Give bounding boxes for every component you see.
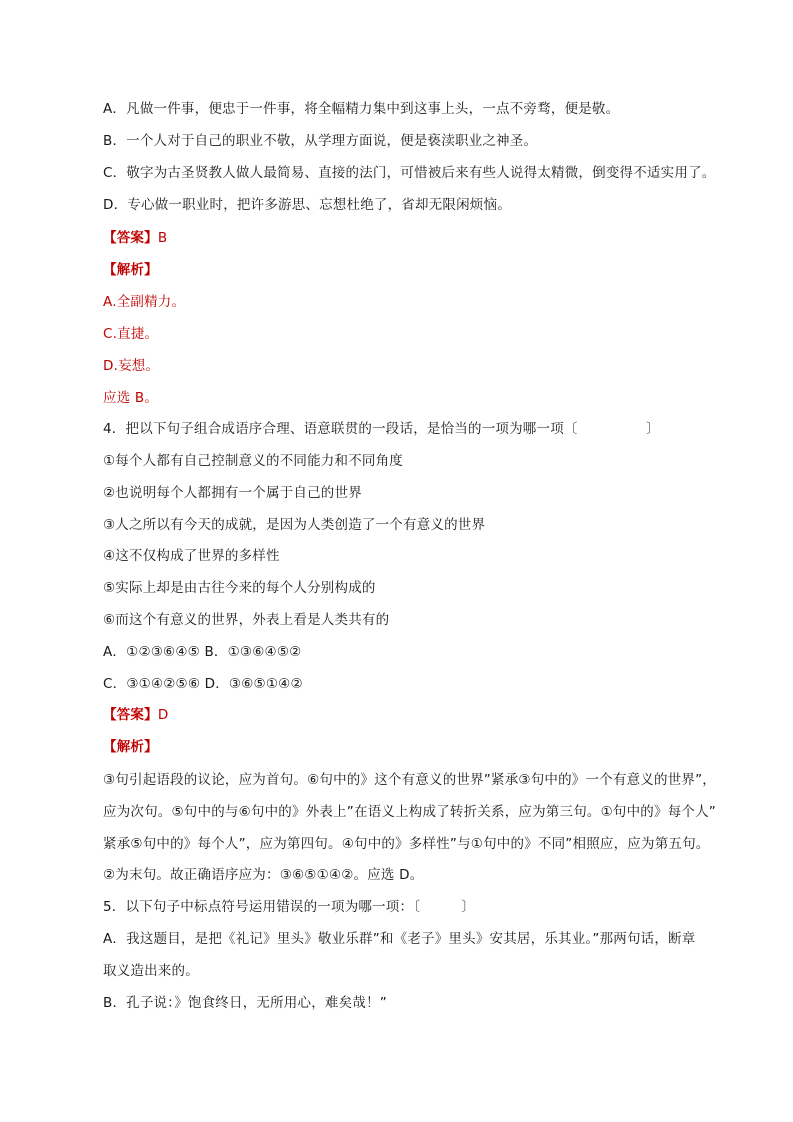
q4-options-ab: A．①②③⑥④⑤ B．①③⑥④⑤② [103,644,302,660]
q5-option-b: B．孔子说：》饱食终日，无所用心，难矣哉！” [103,995,387,1011]
q4-stem: 4．把以下句子组合成语序合理、语意联贯的一段话，是恰当的一项为哪一项〔 〕 [103,421,660,437]
q3-analysis-label: 【解析】 [103,262,158,278]
q4-sentence: ①每个人都有自己控制意义的不同能力和不同角度 [103,453,404,469]
q4-analysis-text: 紧承⑤句中的》每个人”，应为第四句。④句中的》多样性”与①句中的》不同”相照应，应为第五句。 [103,836,710,852]
q4-analysis-text: ②为末句。故正确语序应为：③⑥⑤①④②。应选 D。 [103,867,424,883]
q3-option-c: C．敬字为古圣贤教人做人最简易、直接的法门，可惜被后来有些人说得太精微，倒变得不适实用了。 [103,165,716,181]
answer-value: B [157,230,168,246]
q5-option-a-cont: 取义造出来的。 [103,963,199,979]
answer-value: D [157,707,169,723]
q5-option-a: A．我这题目，是把《礼记》里头》敬业乐群”和《老子》里头》安其居，乐其业。”那两句话，断章 [103,931,696,947]
q3-option-b: B．一个人对于自己的职业不敬，从学理方面说，便是亵渎职业之神圣。 [103,133,538,149]
q3-option-d: D．专心做一职业时，把许多游思、忘想杜绝了，省却无限闲烦恼。 [103,197,511,213]
q4-sentence: ⑥而这个有意义的世界，外表上看是人类共有的 [103,612,390,628]
q3-analysis-line: A.全副精力。 [103,294,186,310]
answer-label: 【答案】 [103,230,158,246]
q4-sentence: ⑤实际上却是由古往今来的每个人分别构成的 [103,580,376,596]
q4-analysis-text: ③句引起语段的议论，应为首句。⑥句中的》这个有意义的世界”紧承③句中的》一个有意义的世界”， [103,772,716,788]
q4-options-cd: C．③①④②⑤⑥ D．③⑥⑤①④② [103,676,303,692]
q4-analysis-label: 【解析】 [103,739,158,755]
answer-label: 【答案】 [103,707,158,723]
q3-analysis-line: D.妄想。 [103,358,160,374]
q4-sentence: ②也说明每个人都拥有一个属于自己的世界 [103,485,362,501]
q3-option-a: A．凡做一件事，便忠于一件事，将全幅精力集中到这事上头，一点不旁骛，便是敬。 [103,101,620,117]
q4-sentence: ③人之所以有今天的成就，是因为人类创造了一个有意义的世界 [103,517,486,533]
q3-analysis-line: C.直捷。 [103,326,159,342]
q3-analysis-line: 应选 B。 [103,390,159,406]
q3-answer [103,229,167,247]
q4-answer [103,706,168,724]
q5-stem: 5．以下句子中标点符号运用错误的一项为哪一项：〔 〕 [103,899,475,915]
q4-sentence: ④这不仅构成了世界的多样性 [103,548,280,564]
q4-analysis-text: 应为次句。⑤句中的与⑥句中的》外表上”在语义上构成了转折关系，应为第三句。①句中的》每个人” [103,804,716,820]
